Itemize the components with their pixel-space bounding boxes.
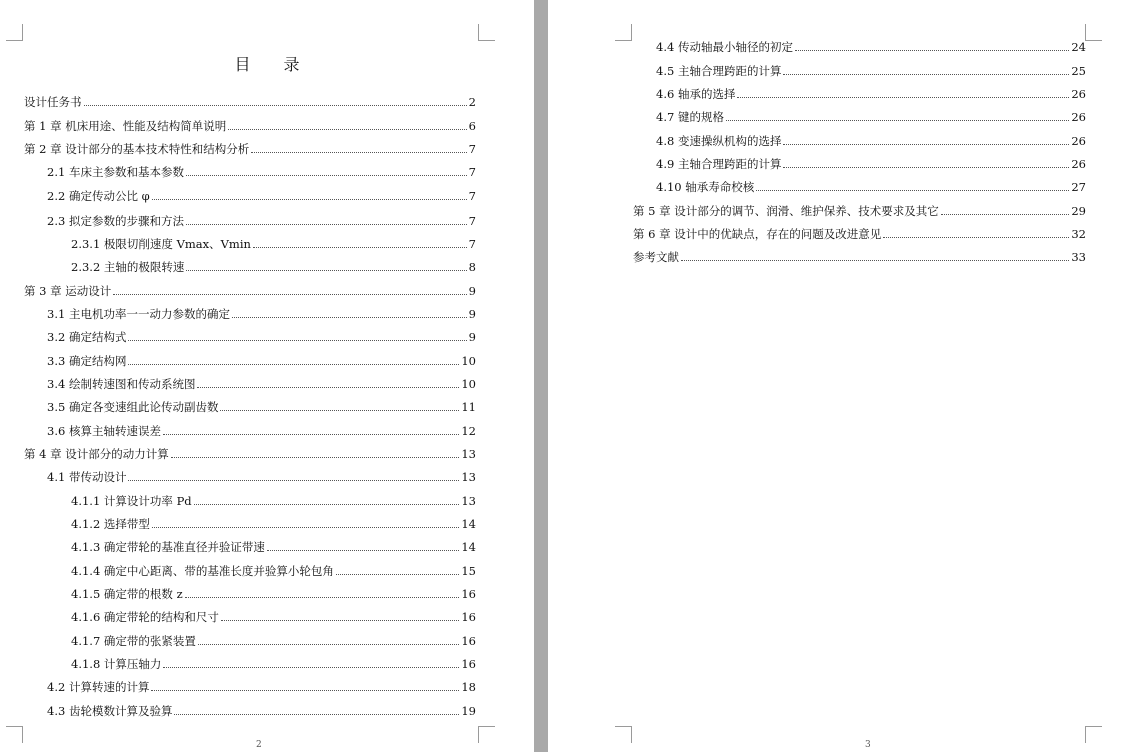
toc-entry-page: 7 [468,214,476,228]
toc-entry[interactable] [71,260,476,274]
crop-mark-top-left [6,24,23,41]
toc-entry-text: 4.1 带传动设计 [47,470,127,484]
toc-entry-text: 4.2 计算转速的计算 [47,680,150,694]
toc-entry[interactable] [656,180,1086,194]
toc-entry[interactable] [656,87,1086,101]
toc-entry-page: 9 [468,307,476,321]
toc-leader [186,270,466,271]
toc-entry-page: 14 [461,540,476,554]
toc-entry-page: 25 [1071,64,1086,78]
toc-entry[interactable] [47,330,476,344]
toc-entry[interactable] [633,250,1086,264]
toc-leader [186,224,467,225]
toc-entry[interactable] [71,540,476,554]
toc-entry-text: 2.3 拟定参数的步骤和方法 [47,214,184,228]
toc-leader [186,175,467,176]
toc-entry-page: 26 [1071,134,1086,148]
toc-entry[interactable] [47,400,476,414]
toc-leader [232,317,467,318]
toc-entry-page: 13 [461,447,476,461]
toc-entry-page: 6 [468,119,476,133]
toc-leader [113,294,466,295]
crop-mark-bottom-right [478,726,495,743]
toc-leader [795,50,1069,51]
toc-entry[interactable] [24,447,476,461]
toc-entry-page: 32 [1071,227,1086,241]
toc-leader [185,597,460,598]
toc-entry-page: 19 [461,704,476,718]
toc-entry-text: 4.1.1 计算设计功率 Pd [71,494,192,508]
toc-entry[interactable] [47,377,476,391]
toc-leader [174,714,459,715]
toc-leader [941,214,1070,215]
toc-entry-page: 18 [461,680,476,694]
toc-leader [151,690,459,691]
crop-mark-bottom-left [6,726,23,743]
toc-entry-page: 12 [461,424,476,438]
toc-entry-text: 4.1.3 确定带轮的基准直径并验证带速 [71,540,265,554]
toc-entry-page: 16 [461,657,476,671]
toc-entry[interactable] [71,634,476,648]
toc-leader [128,480,459,481]
toc-entry[interactable] [24,142,476,156]
toc-entry[interactable] [47,424,476,438]
toc-entry-text: 3.2 确定结构式 [47,330,127,344]
toc-entry-text: 参考文献 [633,250,679,264]
toc-entry-text: 2.3.2 主轴的极限转速 [71,260,185,274]
toc-entry[interactable] [656,110,1086,124]
toc-entry[interactable] [71,494,476,508]
toc-entry[interactable] [47,214,476,228]
toc-entry-page: 7 [468,142,476,156]
toc-entry-page: 29 [1071,204,1086,218]
crop-mark-bottom-right [1085,726,1102,743]
toc-entry-page: 16 [461,587,476,601]
toc-entry-text: 4.10 轴承寿命校核 [656,180,755,194]
toc-leader [152,527,459,528]
toc-entry[interactable] [47,307,476,321]
toc-entry-text: 4.1.4 确定中心距离、带的基准长度并验算小轮包角 [71,564,334,578]
toc-leader [783,144,1069,145]
toc-entry-page: 26 [1071,87,1086,101]
toc-leader [783,74,1069,75]
document-page-right [548,0,1123,752]
toc-entry[interactable] [71,517,476,531]
toc-entry-text: 3.1 主电机功率一一动力参数的确定 [47,307,230,321]
toc-entry-text: 3.5 确定各变速组此论传动副齿数 [47,400,219,414]
document-page-left [0,0,534,752]
toc-leader [267,550,459,551]
toc-entry-text: 4.3 齿轮模数计算及验算 [47,704,173,718]
toc-entry[interactable] [656,134,1086,148]
toc-leader [681,260,1069,261]
toc-leader [251,152,466,153]
toc-entry-text: 2.3.1 极限切削速度 Vmax、Vmin [71,237,251,251]
toc-entry-page: 26 [1071,110,1086,124]
toc-entry-page: 10 [461,354,476,368]
toc-entry-page: 7 [468,165,476,179]
toc-entry-text: 第 6 章 设计中的优缺点，存在的问题及改进意见 [633,227,882,241]
toc-entry[interactable] [71,610,476,624]
toc-entry[interactable] [656,64,1086,78]
toc-entry[interactable] [47,470,476,484]
toc-leader [783,167,1069,168]
toc-entry-page: 2 [468,95,476,109]
toc-entry-text: 4.6 轴承的选择 [656,87,736,101]
toc-entry-text: 第 1 章 机床用途、性能及结构简单说明 [24,119,227,133]
toc-entry-text: 4.8 变速操纵机构的选择 [656,134,782,148]
toc-entry[interactable] [656,157,1086,171]
toc-leader [163,667,459,668]
toc-entry-text: 4.1.6 确定带轮的结构和尺寸 [71,610,219,624]
crop-mark-top-left [615,24,632,41]
toc-leader [756,190,1069,191]
toc-leader [194,504,460,505]
toc-leader [198,644,459,645]
toc-leader [726,120,1069,121]
toc-entry[interactable] [656,40,1086,54]
toc-entry-text: 3.3 确定结构网 [47,354,127,368]
toc-entry-page: 33 [1071,250,1086,264]
toc-entry-page: 16 [461,610,476,624]
toc-entry-text: 4.1.7 确定带的张紧装置 [71,634,196,648]
toc-leader [197,387,459,388]
toc-leader [336,574,459,575]
toc-entry[interactable] [71,237,476,251]
toc-entry-text: 第 4 章 设计部分的动力计算 [24,447,169,461]
toc-leader [171,457,460,458]
toc-leader [737,97,1069,98]
toc-leader [128,340,466,341]
toc-entry-text: 4.1.8 计算压轴力 [71,657,162,671]
toc-entry[interactable] [71,564,476,578]
toc-entry-text: 3.6 核算主轴转速误差 [47,424,161,438]
toc-entry-text: 第 2 章 设计部分的基本技术特性和结构分析 [24,142,250,156]
toc-entry-page: 8 [468,260,476,274]
toc-leader [228,129,466,130]
toc-entry-page: 27 [1071,180,1086,194]
toc-entry[interactable] [71,587,476,601]
toc-entry-page: 13 [461,470,476,484]
toc-entry-page: 14 [461,517,476,531]
toc-entry[interactable] [633,204,1086,218]
toc-entry-page: 13 [461,494,476,508]
toc-entry[interactable] [47,680,476,694]
toc-entry[interactable] [47,165,476,179]
toc-entry-page: 24 [1071,40,1086,54]
toc-entry-text: 4.4 传动轴最小轴径的初定 [656,40,793,54]
page-number: 2 [256,740,262,750]
toc-entry-page: 7 [468,189,476,203]
toc-title: 目 录 [234,55,314,74]
toc-entry-text: 4.7 键的规格 [656,110,724,124]
toc-leader [152,199,467,200]
page-number: 3 [865,740,871,750]
toc-entry[interactable] [24,284,476,298]
toc-entry-page: 9 [468,284,476,298]
toc-entry-page: 7 [468,237,476,251]
toc-entry-text: 第 3 章 运动设计 [24,284,112,298]
crop-mark-bottom-left [615,726,632,743]
toc-leader [220,410,459,411]
toc-entry[interactable] [24,95,476,109]
crop-mark-top-right [478,24,495,41]
toc-leader [883,237,1069,238]
toc-entry-text: 2.2 确定传动公比 φ [47,189,150,203]
toc-leader [128,364,459,365]
toc-entry-text: 4.9 主轴合理跨距的计算 [656,157,782,171]
toc-entry-text: 设计任务书 [24,95,82,109]
toc-leader [221,620,459,621]
toc-entry-text: 4.5 主轴合理跨距的计算 [656,64,782,78]
toc-entry[interactable] [633,227,1086,241]
toc-entry-page: 10 [461,377,476,391]
toc-entry-page: 9 [468,330,476,344]
toc-entry-text: 第 5 章 设计部分的调节、润滑、维护保养、技术要求及其它 [633,204,939,218]
toc-entry-text: 2.1 车床主参数和基本参数 [47,165,184,179]
toc-entry-text: 3.4 绘制转速图和传动系统图 [47,377,196,391]
toc-entry[interactable] [24,119,476,133]
toc-entry-page: 26 [1071,157,1086,171]
toc-entry[interactable] [71,657,476,671]
toc-entry-page: 15 [461,564,476,578]
toc-entry[interactable] [47,354,476,368]
toc-entry-text: 4.1.2 选择带型 [71,517,150,531]
crop-mark-top-right [1085,24,1102,41]
toc-entry-page: 16 [461,634,476,648]
toc-entry[interactable] [47,704,476,718]
page-gutter [534,0,548,752]
toc-entry-page: 11 [461,400,476,414]
toc-leader [84,105,467,106]
toc-leader [253,247,467,248]
toc-entry[interactable] [47,189,476,203]
toc-entry-text: 4.1.5 确定带的根数 z [71,587,183,601]
toc-leader [163,434,459,435]
